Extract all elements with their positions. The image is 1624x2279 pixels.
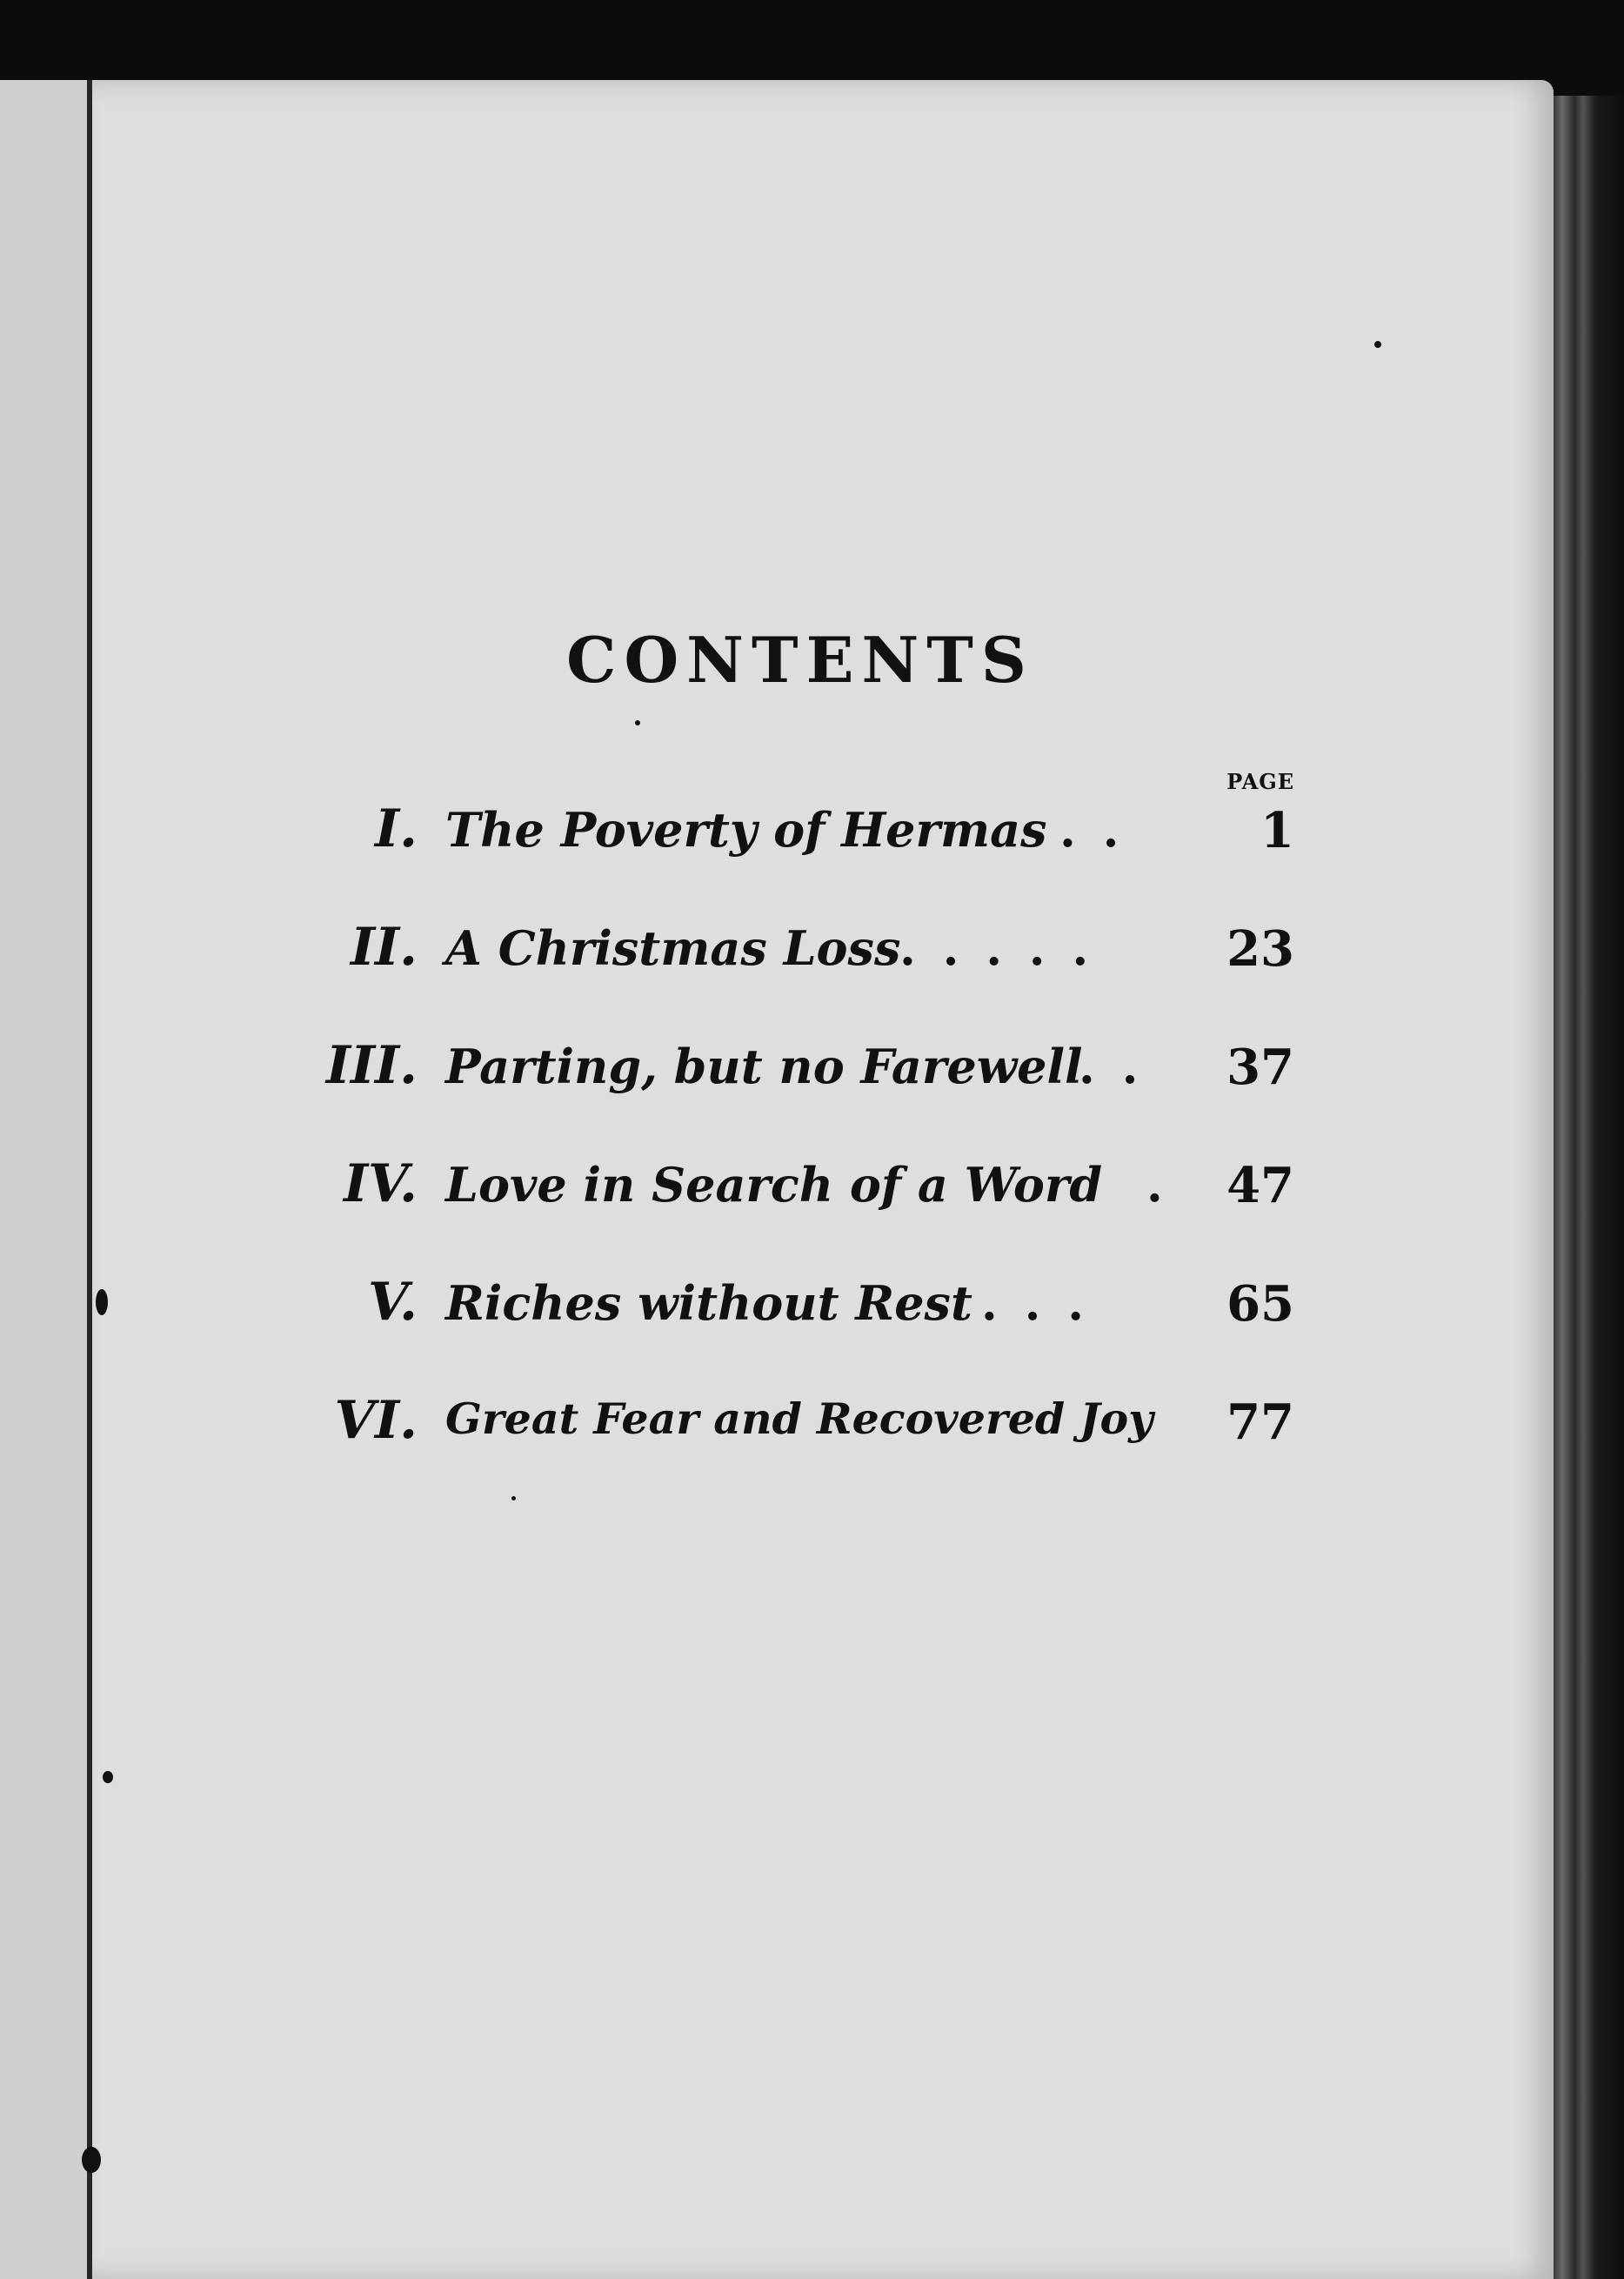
chapter-title: The Poverty of Hermas [445,802,1047,858]
toc-entry[interactable] [0,1272,1624,1355]
scan-speck [511,1496,516,1500]
scan-speck [82,2147,101,2173]
toc-entry[interactable] [0,1035,1624,1119]
chapter-title: Riches without Rest [445,1275,972,1331]
toc-entry[interactable] [0,1390,1624,1474]
scan-speck [103,1771,113,1783]
chapter-numeral: III. [325,1035,418,1096]
scan-speck [635,720,640,725]
chapter-title: Love in Search of a Word [445,1157,1103,1213]
toc-entry[interactable] [0,799,1624,882]
chapter-title: A Christmas Loss [445,920,901,976]
chapter-page-number: 65 [1226,1275,1294,1333]
chapter-title: Parting, but no Farewell [445,1039,1083,1094]
contents-heading: CONTENTS [566,623,1034,697]
chapter-page-number: 23 [1226,920,1294,978]
scan-speck [1374,341,1381,348]
chapter-page-number: 37 [1226,1039,1294,1096]
toc-entry[interactable] [0,917,1624,1000]
chapter-numeral: I. [375,799,418,859]
page-column-label: PAGE [1226,769,1294,794]
chapter-title: Great Fear and Recovered Joy [445,1393,1153,1444]
dot-leader: . . [1079,1039,1144,1094]
dot-leader: . [1146,1157,1168,1213]
dot-leader: . . [1059,802,1125,858]
chapter-page-number: 47 [1226,1157,1294,1214]
chapter-numeral: IV. [343,1153,418,1214]
chapter-numeral: VI. [334,1390,418,1451]
chapter-numeral: II. [350,917,418,978]
chapter-numeral: V. [368,1272,418,1333]
dot-leader: . . . [981,1275,1089,1331]
dot-leader: . . . . . [899,920,1094,976]
chapter-page-number: 77 [1226,1393,1294,1451]
chapter-page-number: 1 [1260,802,1294,859]
toc-entry[interactable] [0,1153,1624,1237]
